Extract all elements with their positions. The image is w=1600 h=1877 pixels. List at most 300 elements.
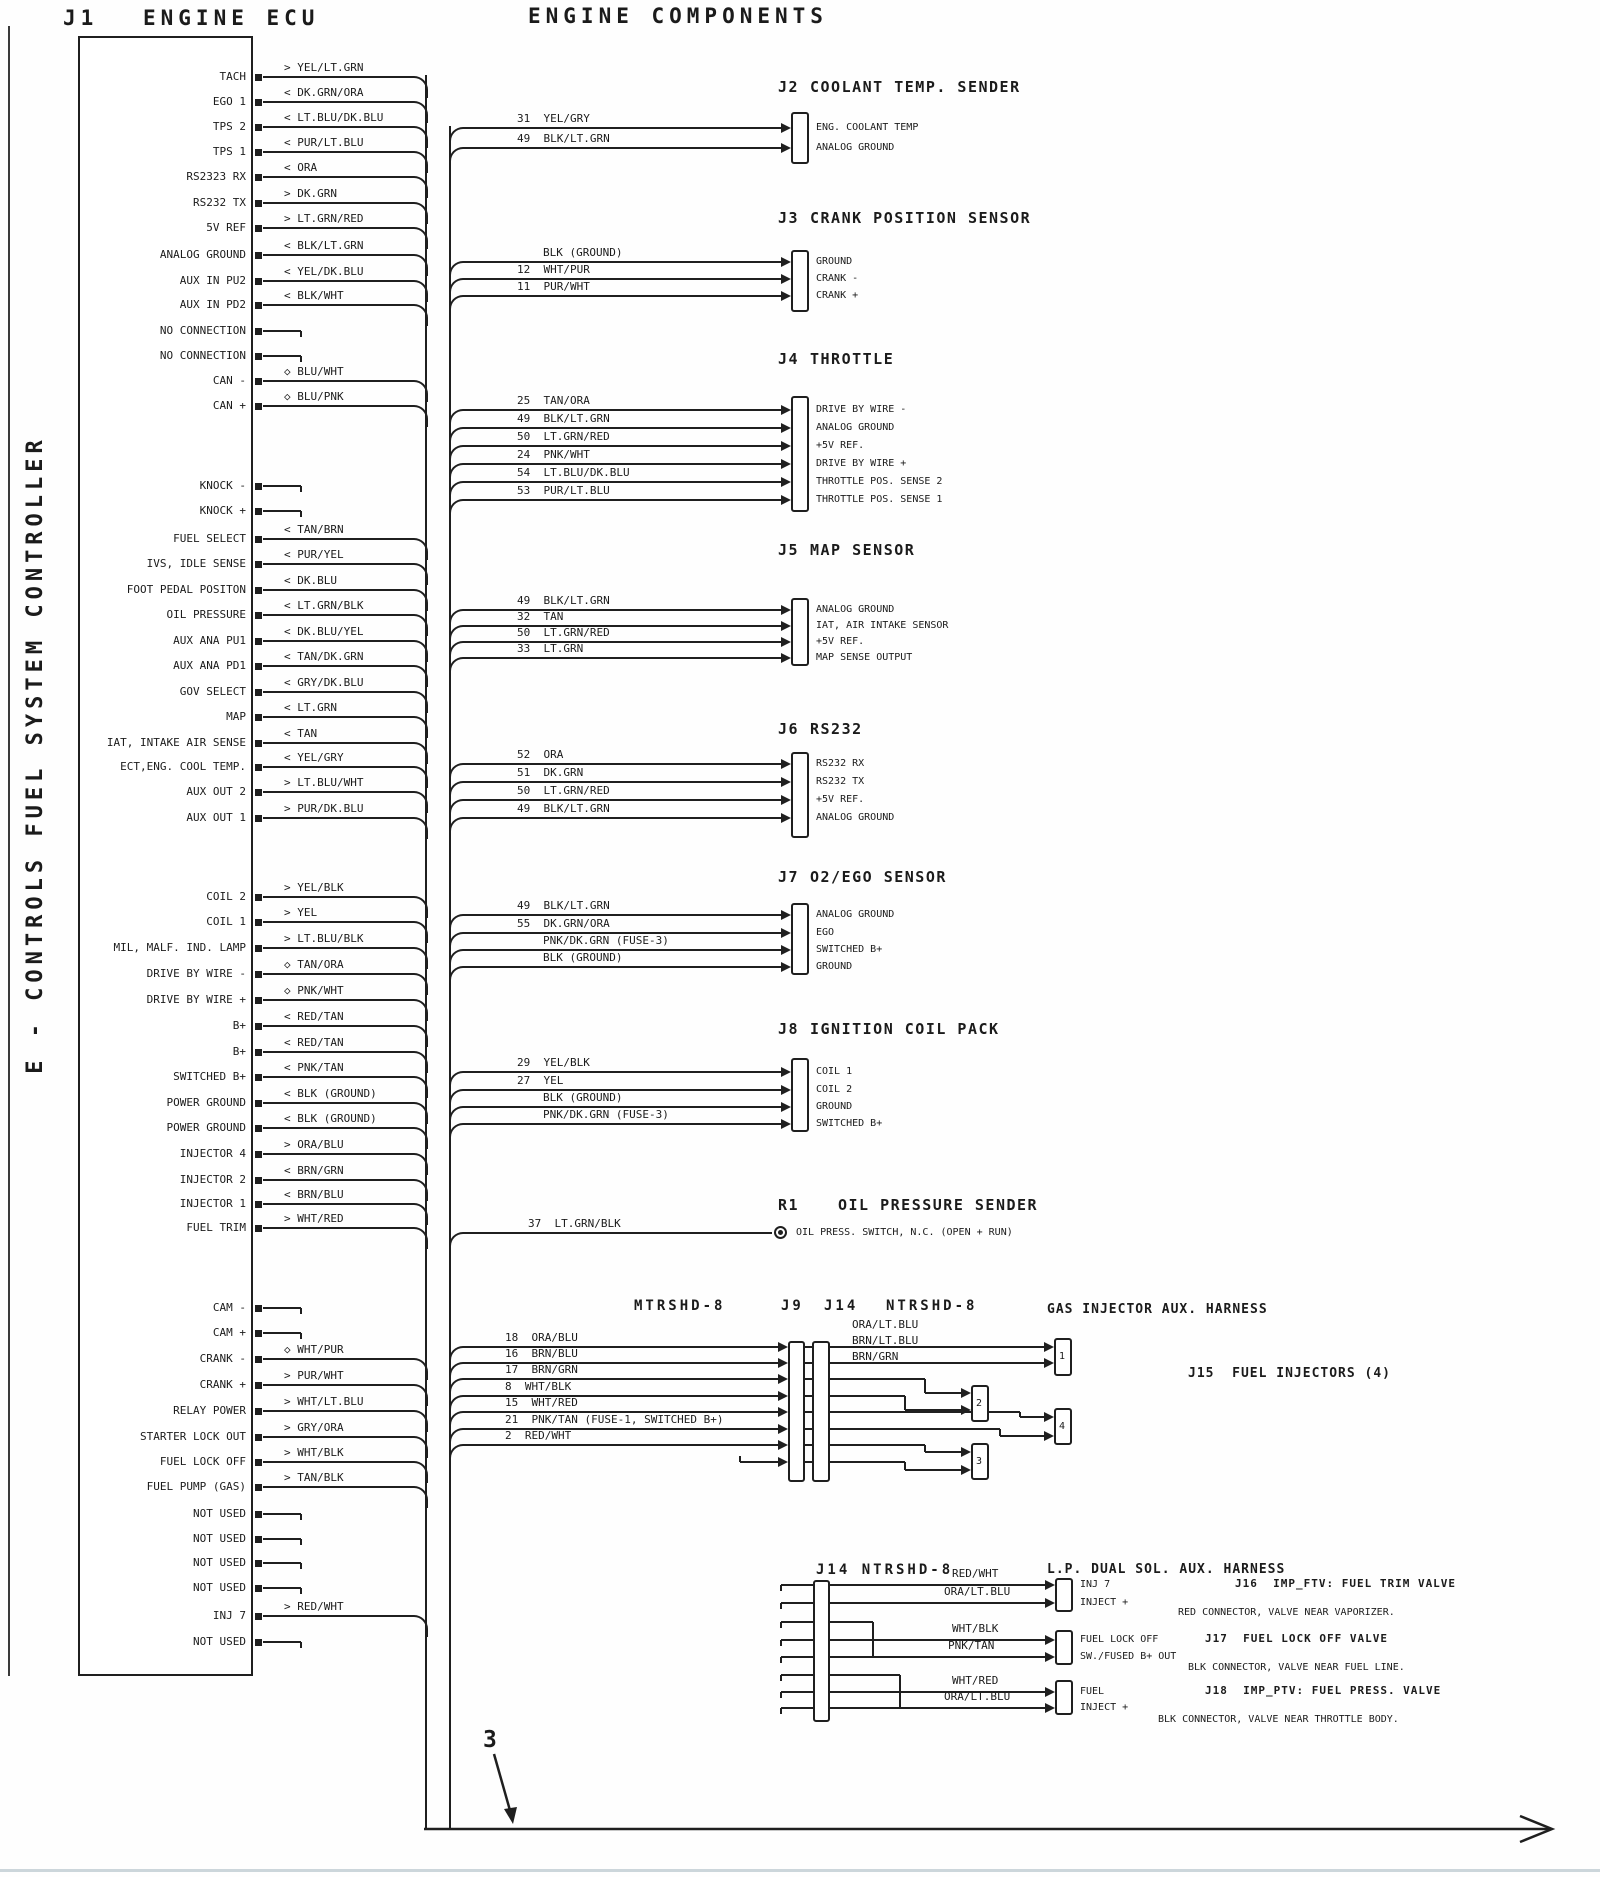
wire-arrowhead-icon — [781, 1119, 791, 1129]
connector-pin-label: DRIVE BY WIRE - — [816, 404, 907, 415]
ecu-pin-square — [255, 328, 262, 335]
component-wire-label: 31 YEL/GRY — [517, 112, 590, 125]
wire-arrowhead-icon — [778, 1407, 788, 1417]
ecu-pin-square — [255, 764, 262, 771]
lp-left-stub — [781, 1691, 813, 1693]
ecu-pin-square — [255, 1613, 262, 1620]
connector-pin-label: GROUND — [816, 961, 853, 972]
ecu-wire-line — [263, 563, 406, 565]
ecu-pin-square — [255, 1560, 262, 1567]
component-header-id: J6 — [778, 720, 800, 738]
ecu-wire-label: < RED/TAN — [284, 1010, 344, 1023]
valve-pin-label: FUEL — [1080, 1686, 1105, 1697]
ecu-pin-square — [255, 1177, 262, 1184]
ecu-pin-label: NOT USED — [193, 1635, 246, 1648]
component-wire-line — [468, 914, 781, 916]
ecu-wire-label: ◇ BLU/PNK — [284, 390, 344, 403]
wire-line — [830, 1411, 1020, 1413]
ecu-pin-label: RS232 TX — [193, 196, 246, 209]
connector-box — [791, 112, 809, 164]
ecu-pin-label: IAT, INTAKE AIR SENSE — [106, 736, 246, 749]
ecu-pin-square — [255, 663, 262, 670]
connector-pin-label: GROUND — [816, 256, 853, 267]
ecu-wire-line — [263, 614, 406, 616]
ecu-pin-square — [255, 1408, 262, 1415]
wire-arrowhead-icon — [781, 910, 791, 920]
wire-corner — [449, 127, 469, 149]
component-wire-label: PNK/DK.GRN (FUSE-3) — [543, 934, 669, 947]
component-wire-label: 49 BLK/LT.GRN — [517, 899, 610, 912]
component-wire-line — [468, 817, 781, 819]
ecu-pin-label: NO CONNECTION — [159, 324, 246, 337]
connector-pin-label: SWITCHED B+ — [816, 944, 883, 955]
ecu-wire-line — [263, 227, 406, 229]
ecu-wire-line — [263, 1203, 406, 1205]
connector-pin-label: ANALOG GROUND — [816, 142, 895, 153]
wire-line — [830, 1602, 1045, 1604]
component-wire-line — [468, 625, 781, 627]
fuel-injector-number: 4 — [1058, 1420, 1066, 1432]
ecu-pin-label: MAP — [226, 710, 246, 723]
component-header-title: RS232 — [810, 720, 863, 738]
ecu-pin-label: NOT USED — [193, 1556, 246, 1569]
component-wire-label: 49 BLK/LT.GRN — [517, 132, 610, 145]
component-wire-label: 32 TAN — [517, 610, 564, 623]
connector-pin-label: CRANK - — [816, 273, 859, 284]
ecu-pin-square — [255, 740, 262, 747]
valve-pin-label: FUEL LOCK OFF — [1080, 1634, 1159, 1645]
ecu-stub-hook — [300, 511, 302, 517]
component-wire-label: PNK/DK.GRN (FUSE-3) — [543, 1108, 669, 1121]
ecu-wire-label: < BLK/WHT — [284, 289, 344, 302]
ecu-wire-label: > PUR/DK.BLU — [284, 802, 364, 815]
ecu-pin-label: ANALOG GROUND — [159, 248, 246, 261]
ecu-pin-square — [255, 1330, 262, 1337]
connector-pin-label: THROTTLE POS. SENSE 1 — [816, 494, 943, 505]
lp-wire-label: WHT/RED — [952, 1674, 999, 1687]
ecu-wire-line — [263, 665, 406, 667]
mtrshd-header: MTRSHD-8 — [634, 1298, 726, 1314]
ecu-wire-label: < RED/TAN — [284, 1036, 344, 1049]
ecu-wire-line — [263, 766, 406, 768]
component-wire-label: BLK (GROUND) — [543, 951, 623, 964]
lp-left-stub — [781, 1602, 813, 1604]
ecu-wire-line — [263, 999, 406, 1001]
ecu-pin-square — [255, 971, 262, 978]
gas-harness-header: GAS INJECTOR AUX. HARNESS — [1047, 1302, 1268, 1317]
ecu-wire-line — [263, 817, 406, 819]
ecu-wire-line — [263, 1025, 406, 1027]
lp-left-stub — [781, 1621, 813, 1623]
component-wire-label: 25 TAN/ORA — [517, 394, 590, 407]
wire-line — [830, 1362, 1044, 1364]
wire-arrowhead-icon — [961, 1447, 971, 1457]
connector-box — [791, 250, 809, 312]
ecu-wire-label: < TAN/DK.GRN — [284, 650, 364, 663]
ecu-pin-square — [255, 1356, 262, 1363]
ecu-pin-square — [255, 278, 262, 285]
connector-pin-label: SWITCHED B+ — [816, 1118, 883, 1129]
component-header-id: J8 — [778, 1020, 800, 1038]
ecu-pin-label: TACH — [219, 70, 246, 83]
ecu-wire-label: < PNK/TAN — [284, 1061, 344, 1074]
ecu-wire-label: < YEL/DK.BLU — [284, 265, 364, 278]
connector-pin-label: IAT, AIR INTAKE SENSOR — [816, 620, 949, 631]
lp-wire-label: RED/WHT — [952, 1567, 999, 1580]
ecu-stub-hook — [300, 1642, 302, 1648]
component-wire-label: 55 DK.GRN/ORA — [517, 917, 610, 930]
lp-left-hook — [780, 1640, 782, 1646]
ecu-pin-square — [255, 200, 262, 207]
ecu-wire-label: < PUR/LT.BLU — [284, 136, 364, 149]
ecu-wire-label: > LT.BLU/WHT — [284, 776, 364, 789]
ecu-wire-line — [263, 280, 406, 282]
component-wire-label: 54 LT.BLU/DK.BLU — [517, 466, 630, 479]
wire-line — [830, 1674, 900, 1676]
wire-line — [830, 1639, 1045, 1641]
lp-left-stub — [781, 1584, 813, 1586]
wire-arrowhead-icon — [781, 423, 791, 433]
ecu-pin-label: TPS 1 — [212, 145, 246, 158]
ecu-wire-line — [263, 716, 406, 718]
ecu-stub-hook — [300, 331, 302, 337]
ecu-wire-line — [263, 691, 406, 693]
ecu-pin-label: CAM + — [212, 1326, 246, 1339]
callout-number: 3 — [483, 1727, 497, 1753]
connector-box — [791, 752, 809, 838]
wire-corner — [449, 295, 469, 317]
valve-desc-note: RED CONNECTOR, VALVE NEAR VAPORIZER. — [1178, 1607, 1395, 1618]
component-wire-label: 49 BLK/LT.GRN — [517, 802, 610, 815]
ecu-pin-label: CAN + — [212, 399, 246, 412]
injector-wire-label: BRN/GRN — [852, 1350, 899, 1363]
fuel-injector-number: 1 — [1058, 1351, 1066, 1362]
wire-arrowhead-icon — [781, 441, 791, 451]
wire-arrowhead-icon — [961, 1465, 971, 1475]
ecu-wire-line — [263, 1102, 406, 1104]
ecu-pin-square — [255, 612, 262, 619]
ecu-wire-line — [263, 896, 406, 898]
j9-wire-label: 21 PNK/TAN (FUSE-1, SWITCHED B+) — [505, 1413, 724, 1426]
wire-corner — [449, 657, 469, 679]
wire-corner — [449, 147, 469, 169]
ecu-pin-square — [255, 815, 262, 822]
wire-arrowhead-icon — [781, 495, 791, 505]
ecu-stub-line — [263, 1562, 301, 1564]
ecu-wire-label: < TAN — [284, 727, 318, 740]
mating-stub — [805, 1395, 812, 1397]
wire-line — [830, 1461, 905, 1463]
wire-arrowhead-icon — [781, 777, 791, 787]
ecu-pin-square — [255, 1585, 262, 1592]
ecu-wire-line — [263, 1384, 406, 1386]
ecu-pin-label: NOT USED — [193, 1507, 246, 1520]
component-wire-line — [468, 949, 781, 951]
wire-corner — [449, 817, 469, 839]
connector-pin-label: EGO — [816, 927, 835, 938]
ecu-pin-label: FOOT PEDAL POSITON — [126, 583, 246, 596]
ecu-pin-label: FUEL PUMP (GAS) — [146, 1480, 246, 1493]
component-wire-line — [468, 127, 781, 129]
j9-wire-label: 17 BRN/GRN — [505, 1363, 578, 1376]
controller-vertical-title: E - CONTROLS FUEL SYSTEM CONTROLLER — [23, 435, 48, 1074]
ecu-pin-label: B+ — [232, 1019, 246, 1032]
engine-components-header: ENGINE COMPONENTS — [528, 4, 828, 28]
ecu-wire-line — [263, 1486, 406, 1488]
ecu-pin-square — [255, 945, 262, 952]
ecu-pin-square — [255, 1484, 262, 1491]
connector-pin-label: ANALOG GROUND — [816, 422, 895, 433]
ecu-pin-square — [255, 789, 262, 796]
component-wire-label: 11 PUR/WHT — [517, 280, 590, 293]
ecu-pin-label: AUX OUT 1 — [186, 811, 246, 824]
lp-left-hook — [780, 1585, 782, 1591]
ecu-pin-label: NOT USED — [193, 1581, 246, 1594]
j1-header-label: J1 — [63, 6, 99, 30]
valve-pin-label: INJECT + — [1080, 1597, 1129, 1608]
component-wire-line — [468, 445, 781, 447]
mating-stub — [805, 1362, 812, 1364]
component-wire-label: 50 LT.GRN/RED — [517, 430, 610, 443]
wire-arrowhead-icon — [961, 1405, 971, 1415]
ecu-pin-label: TPS 2 — [212, 120, 246, 133]
ecu-pin-label: INJECTOR 1 — [179, 1197, 246, 1210]
ecu-pin-square — [255, 1201, 262, 1208]
ecu-wire-label: < LT.GRN — [284, 701, 337, 714]
ecu-wire-label: > WHT/BLK — [284, 1446, 344, 1459]
wire-arrowhead-icon — [781, 795, 791, 805]
wire-arrowhead-icon — [781, 477, 791, 487]
wire-line — [1000, 1435, 1044, 1437]
wire-arrowhead-icon — [1045, 1703, 1055, 1713]
ecu-pin-label: STARTER LOCK OUT — [140, 1430, 246, 1443]
ecu-pin-square — [255, 74, 262, 81]
ecu-stub-line — [263, 1307, 301, 1309]
component-header-id: J7 — [778, 868, 800, 886]
ecu-wire-label: ◇ WHT/PUR — [284, 1343, 344, 1356]
component-wire-label: 49 BLK/LT.GRN — [517, 412, 610, 425]
ecu-pin-square — [255, 124, 262, 131]
ecu-pin-square — [255, 638, 262, 645]
ecu-wire-line — [263, 1436, 406, 1438]
wire-arrowhead-icon — [781, 459, 791, 469]
connector-pin-label: ANALOG GROUND — [816, 604, 895, 615]
wire-arrowhead-icon — [961, 1388, 971, 1398]
connector-pin-label: COIL 1 — [816, 1066, 853, 1077]
wire-line — [830, 1444, 925, 1446]
ecu-wire-line — [263, 1153, 406, 1155]
ecu-stub-line — [263, 330, 301, 332]
valve-pin-label: SW./FUSED B+ OUT — [1080, 1651, 1177, 1662]
wire-arrowhead-icon — [781, 257, 791, 267]
component-wire-line — [468, 609, 781, 611]
ecu-pin-label: MIL, MALF. IND. LAMP — [113, 941, 246, 954]
wire-arrowhead-icon — [781, 759, 791, 769]
connector-pin-label: ANALOG GROUND — [816, 812, 895, 823]
component-wire-line — [468, 427, 781, 429]
ecu-wire-line — [263, 1051, 406, 1053]
lp-left-hook — [780, 1622, 782, 1628]
ecu-wire-line — [263, 742, 406, 744]
lp-wire-label: PNK/TAN — [948, 1639, 995, 1652]
ecu-wire-label: > DK.GRN — [284, 187, 337, 200]
ecu-wire-label: > LT.GRN/RED — [284, 212, 364, 225]
ecu-wire-line — [263, 176, 406, 178]
lp-left-hook — [780, 1675, 782, 1681]
wire-corner — [449, 1444, 469, 1466]
ecu-pin-square — [255, 1639, 262, 1646]
component-wire-line — [468, 261, 781, 263]
component-header-id: J2 — [778, 78, 800, 96]
component-wire-label: 27 YEL — [517, 1074, 564, 1087]
ecu-pin-square — [255, 1511, 262, 1518]
j9-stub-line — [740, 1461, 778, 1463]
ecu-wire-label: < GRY/DK.BLU — [284, 676, 364, 689]
ecu-pin-label: DRIVE BY WIRE + — [146, 993, 246, 1006]
wire-line — [925, 1392, 961, 1394]
wire-line — [830, 1621, 873, 1623]
ecu-wire-label: > YEL — [284, 906, 318, 919]
fuel-injector-number: 3 — [975, 1455, 983, 1467]
ecu-wire-label: < BRN/BLU — [284, 1188, 344, 1201]
engine-ecu-header: ENGINE ECU — [143, 6, 320, 30]
wire-arrowhead-icon — [778, 1457, 788, 1467]
wire-arrowhead-icon — [1045, 1687, 1055, 1697]
ecu-wire-line — [263, 1615, 406, 1617]
j9-wire-label: 8 WHT/BLK — [505, 1380, 572, 1393]
ecu-wire-line — [263, 151, 406, 153]
ecu-wire-label: > GRY/ORA — [284, 1421, 344, 1434]
ecu-pin-square — [255, 1151, 262, 1158]
ecu-stub-hook — [300, 1563, 302, 1569]
ntrshd-header: NTRSHD-8 — [886, 1298, 978, 1314]
ecu-stub-line — [263, 1641, 301, 1643]
wire-arrowhead-icon — [778, 1440, 788, 1450]
lp-left-hook — [780, 1603, 782, 1609]
connector-pin-label: ENG. COOLANT TEMP — [816, 122, 919, 133]
ecu-pin-label: POWER GROUND — [166, 1121, 246, 1134]
component-wire-line — [468, 481, 781, 483]
ecu-wire-label: ◇ BLU/WHT — [284, 365, 344, 378]
ecu-pin-label: FUEL TRIM — [186, 1221, 246, 1234]
wire-arrowhead-icon — [1045, 1598, 1055, 1608]
component-wire-line — [468, 763, 781, 765]
lp-j14-header: J14 NTRSHD-8 — [816, 1562, 954, 1578]
connector-pin-label: GROUND — [816, 1101, 853, 1112]
wire-arrowhead-icon — [778, 1424, 788, 1434]
ecu-wire-label: > TAN/BLK — [284, 1471, 344, 1484]
ecu-pin-square — [255, 1305, 262, 1312]
lp-wire-label: ORA/LT.BLU — [944, 1690, 1011, 1703]
ecu-pin-square — [255, 302, 262, 309]
ecu-pin-square — [255, 353, 262, 360]
ecu-pin-label: CRANK - — [199, 1352, 246, 1365]
wire-arrowhead-icon — [781, 274, 791, 284]
wire-arrowhead-icon — [1044, 1342, 1054, 1352]
ecu-wire-label: < DK.GRN/ORA — [284, 86, 364, 99]
ecu-wire-line — [263, 589, 406, 591]
valve-pin-label: INJECT + — [1080, 1702, 1129, 1713]
ecu-pin-square — [255, 1100, 262, 1107]
ecu-pin-label: KNOCK - — [199, 479, 246, 492]
wire-line — [905, 1469, 961, 1471]
wire-arrowhead-icon — [781, 637, 791, 647]
connector-pin-label: +5V REF. — [816, 440, 865, 451]
lp-left-stub — [781, 1674, 813, 1676]
wire-arrowhead-icon — [778, 1391, 788, 1401]
ecu-stub-hook — [300, 1333, 302, 1339]
component-wire-line — [468, 147, 781, 149]
ecu-wire-label: ◇ TAN/ORA — [284, 958, 344, 971]
wire-arrowhead-icon — [778, 1342, 788, 1352]
connector-box — [791, 1058, 809, 1132]
ecu-wire-line — [263, 1461, 406, 1463]
ecu-pin-square — [255, 1382, 262, 1389]
wire-line — [830, 1378, 925, 1380]
ecu-pin-square — [255, 225, 262, 232]
ecu-stub-line — [263, 1513, 301, 1515]
ecu-pin-square — [255, 174, 262, 181]
ecu-wire-line — [263, 640, 406, 642]
mating-stub — [805, 1411, 812, 1413]
ecu-pin-label: B+ — [232, 1045, 246, 1058]
r1-header-title: OIL PRESSURE SENDER — [838, 1196, 1039, 1214]
ecu-pin-label: AUX IN PU2 — [179, 274, 246, 287]
wire-line — [830, 1395, 905, 1397]
lp-left-hook — [780, 1708, 782, 1714]
valve-desc-note: BLK CONNECTOR, VALVE NEAR FUEL LINE. — [1188, 1662, 1405, 1673]
wire-arrowhead-icon — [1044, 1412, 1054, 1422]
component-header-title: THROTTLE — [810, 350, 895, 368]
wire-line — [830, 1346, 1044, 1348]
ecu-pin-square — [255, 561, 262, 568]
component-wire-line — [468, 641, 781, 643]
ecu-wire-label: < DK.BLU/YEL — [284, 625, 364, 638]
lp-left-hook — [780, 1657, 782, 1663]
ecu-wire-line — [263, 538, 406, 540]
component-header-title: IGNITION COIL PACK — [810, 1020, 1000, 1038]
ecu-wire-line — [263, 1410, 406, 1412]
ecu-wire-line — [263, 380, 406, 382]
ecu-wire-label: < BLK/LT.GRN — [284, 239, 364, 252]
lp-wire-label: WHT/BLK — [952, 1622, 999, 1635]
component-wire-label: BLK (GROUND) — [543, 1091, 623, 1104]
component-wire-line — [468, 1071, 781, 1073]
ecu-pin-label: RELAY POWER — [173, 1404, 246, 1417]
wire-line — [830, 1656, 1045, 1658]
ecu-stub-line — [263, 1538, 301, 1540]
connector-pin-label: +5V REF. — [816, 794, 865, 805]
r1-wire-label: 37 LT.GRN/BLK — [528, 1217, 621, 1230]
connector-box — [791, 598, 809, 666]
fuel-injector-number: 2 — [975, 1397, 983, 1409]
component-wire-label: 24 PNK/WHT — [517, 448, 590, 461]
ecu-wire-label: > LT.BLU/BLK — [284, 932, 364, 945]
mating-stub — [805, 1461, 812, 1463]
component-header-id: J3 — [778, 209, 800, 227]
wire-line — [830, 1691, 1045, 1693]
component-header-title: O2/EGO SENSOR — [810, 868, 947, 886]
component-header-title: MAP SENSOR — [810, 541, 916, 559]
component-wire-line — [468, 499, 781, 501]
connector-box — [791, 903, 809, 975]
connector-pin-label: THROTTLE POS. SENSE 2 — [816, 476, 943, 487]
j9-wire-label: 16 BRN/BLU — [505, 1347, 578, 1360]
wire-corner — [449, 1232, 469, 1254]
injector-wire-label: BRN/LT.BLU — [852, 1334, 919, 1347]
ecu-pin-label: AUX IN PD2 — [179, 298, 246, 311]
wire-arrowhead-icon — [781, 1067, 791, 1077]
